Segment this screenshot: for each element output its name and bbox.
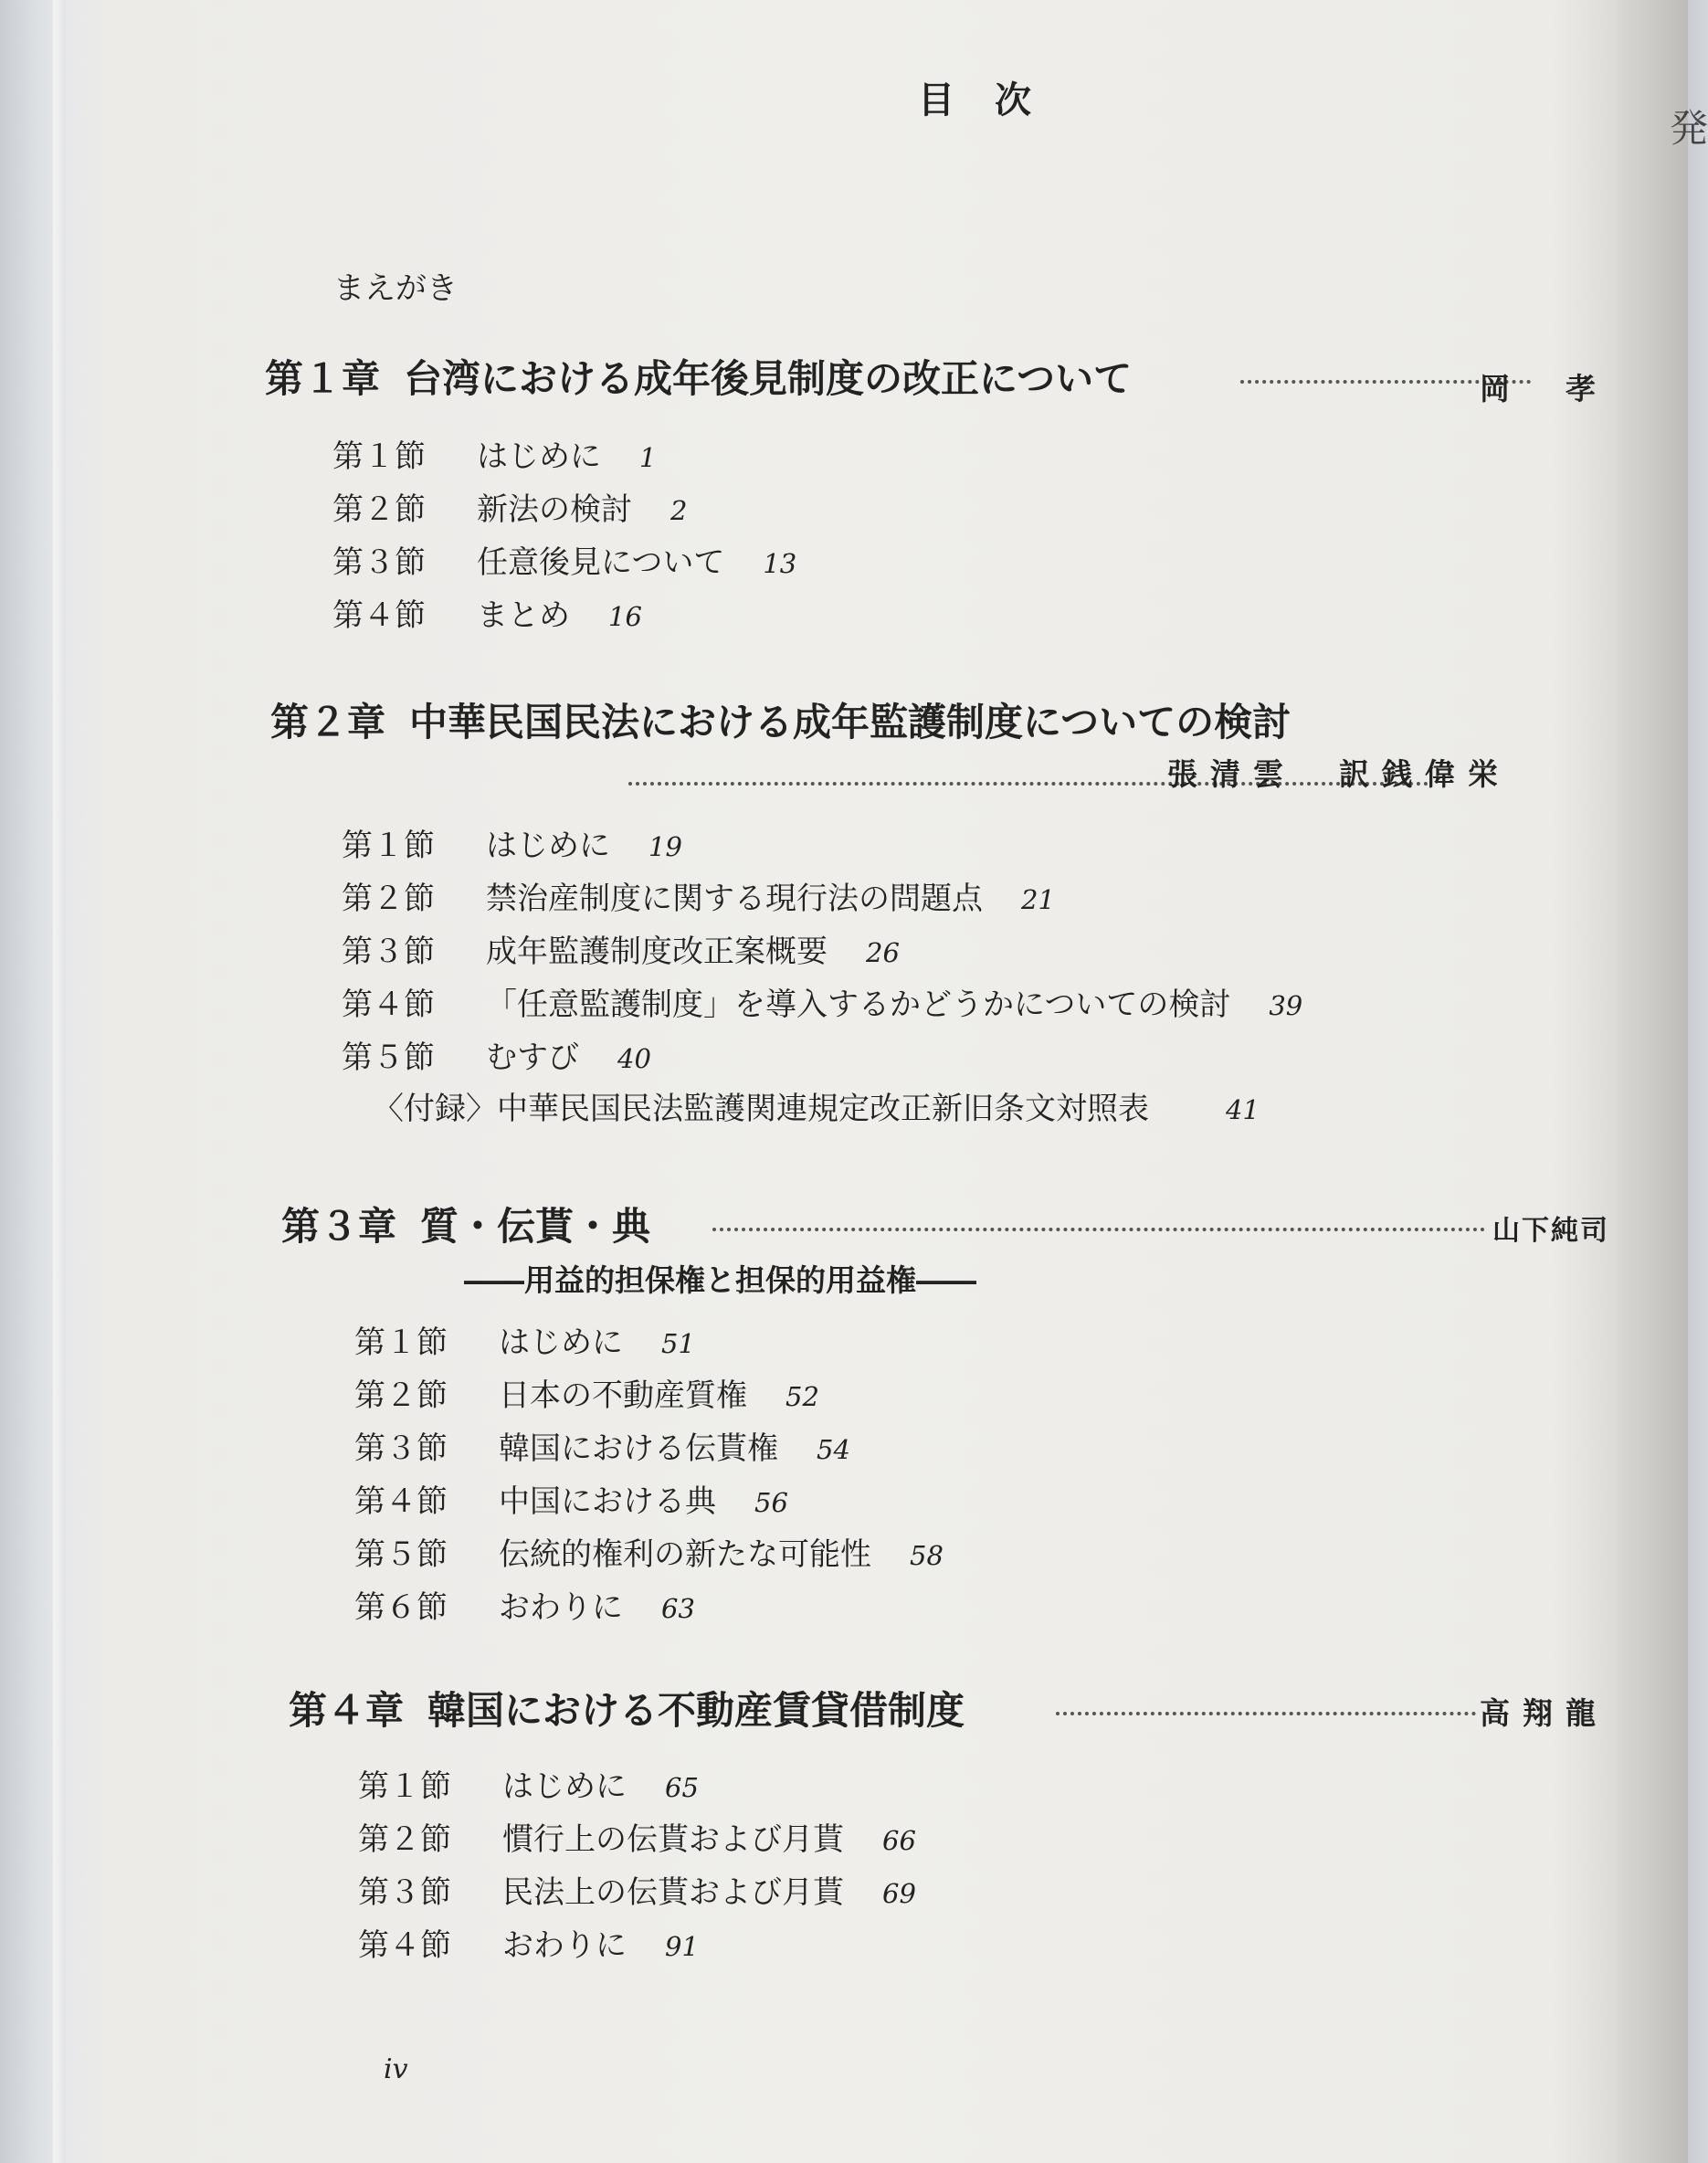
chapter-heading: 台湾における成年後見制度の改正について [404, 356, 1133, 401]
page-gutter [53, 0, 66, 2163]
section-label: 第２節 [354, 1377, 448, 1414]
chapter-author: 岡 孝 [1480, 371, 1608, 406]
section-label: 第２節 [342, 881, 435, 917]
section-label: 第４節 [358, 1927, 451, 1964]
section-item [342, 1032, 1302, 1085]
section-item [354, 1317, 944, 1370]
chapter-label: 第２章 [270, 700, 386, 744]
section-label: 第１節 [332, 438, 426, 475]
toc-title: 目次 [918, 79, 1071, 121]
section-item [332, 537, 796, 590]
section-page: 1 [639, 442, 657, 473]
section-title: はじめに [477, 438, 601, 475]
section-page: 56 [754, 1487, 788, 1518]
section-page: 63 [661, 1593, 695, 1624]
section-page: 26 [866, 937, 900, 968]
section-title: はじめに [486, 828, 610, 864]
section-title: 禁治産制度に関する現行法の問題点 [486, 881, 983, 917]
facing-page-fragment: 発 [1670, 106, 1708, 151]
section-item [332, 590, 796, 643]
section-page: 69 [882, 1878, 916, 1909]
section-page: 65 [665, 1772, 699, 1803]
section-title: むすび [486, 1039, 579, 1076]
section-page: 21 [1021, 884, 1055, 915]
section-title: 成年監護制度改正案概要 [486, 934, 828, 970]
section-title: 日本の不動産質権 [499, 1377, 747, 1414]
section-item [342, 820, 1302, 873]
section-item [332, 484, 796, 537]
foreword-entry: まえがき [333, 270, 458, 307]
chapter-subtitle: ――用益的担保権と担保的用益権―― [464, 1262, 976, 1298]
leader-dots [712, 1228, 1485, 1231]
section-title: 慣行上の伝貰および月貰 [502, 1821, 844, 1858]
section-title: 「任意監護制度」を導入するかどうかについての検討 [486, 987, 1231, 1023]
section-page: 66 [882, 1825, 916, 1856]
section-item [358, 1867, 916, 1920]
facing-page-edge [1617, 0, 1688, 2163]
section-label: 第３節 [332, 544, 426, 581]
section-item [342, 873, 1302, 926]
section-item [332, 431, 796, 484]
section-page: 16 [608, 601, 642, 632]
section-page: 2 [670, 495, 688, 526]
section-list [358, 1761, 916, 1973]
section-list [332, 431, 796, 643]
section-list [342, 820, 1302, 1085]
section-item [358, 1761, 916, 1814]
chapter-heading: 韓国における不動産賃貸借制度 [427, 1688, 965, 1733]
section-item [354, 1476, 944, 1529]
section-label: 第５節 [354, 1536, 448, 1573]
chapter-title [289, 1681, 965, 1736]
section-title: はじめに [502, 1768, 627, 1805]
chapter-author: 高翔龍 [1480, 1695, 1608, 1731]
section-title: まとめ [477, 597, 570, 634]
section-label: 第５節 [342, 1039, 435, 1076]
chapter-label: 第４章 [289, 1688, 405, 1733]
section-title: はじめに [499, 1324, 623, 1361]
chapter-title [281, 1197, 650, 1251]
section-label: 第４節 [354, 1483, 448, 1520]
section-page: 52 [785, 1381, 819, 1412]
appendix-title: 〈付録〉中華民国民法監護関連規定改正新旧条文対照表 [373, 1091, 1149, 1127]
section-title: おわりに [502, 1927, 627, 1964]
section-label: 第３節 [342, 934, 435, 970]
section-label: 第１節 [358, 1768, 451, 1805]
section-item [358, 1814, 916, 1867]
appendix-entry [373, 1083, 1260, 1128]
section-page: 54 [817, 1434, 850, 1465]
section-page: 40 [617, 1043, 651, 1074]
section-label: 第４節 [332, 597, 426, 634]
section-label: 第２節 [358, 1821, 451, 1858]
section-title: 新法の検討 [477, 491, 632, 528]
section-label: 第６節 [354, 1589, 448, 1626]
section-page: 51 [661, 1328, 695, 1359]
section-item [342, 926, 1302, 979]
chapter-heading: 中華民国民法における成年監護制度についての検討 [409, 700, 1292, 744]
section-page: 91 [665, 1931, 699, 1962]
section-item [354, 1529, 944, 1582]
section-page: 58 [910, 1540, 944, 1571]
section-label: 第１節 [354, 1324, 448, 1361]
section-item [354, 1423, 944, 1476]
section-page: 39 [1269, 990, 1303, 1021]
section-title: おわりに [499, 1589, 623, 1626]
section-label: 第１節 [342, 828, 435, 864]
leader-dots [1056, 1712, 1476, 1715]
section-list [354, 1317, 944, 1635]
chapter-heading: 質・伝貰・典 [420, 1204, 651, 1249]
section-label: 第４節 [342, 987, 435, 1023]
section-item [342, 979, 1302, 1032]
page-number: iv [384, 2053, 408, 2085]
chapter-title [265, 349, 1132, 404]
section-label: 第３節 [354, 1430, 448, 1467]
section-item [354, 1370, 944, 1423]
section-title: 中国における典 [499, 1483, 716, 1520]
section-item [358, 1920, 916, 1973]
chapter-author: 張清雲 訳銭偉栄 [1167, 756, 1511, 792]
section-page: 13 [763, 548, 797, 579]
section-title: 任意後見について [477, 544, 725, 581]
appendix-page: 41 [1226, 1094, 1260, 1125]
section-item [354, 1582, 944, 1635]
chapter-author: 山下純司 [1492, 1215, 1609, 1247]
section-title: 韓国における伝貰権 [499, 1430, 778, 1467]
section-title: 伝統的権利の新たな可能性 [499, 1536, 871, 1573]
section-label: 第２節 [332, 491, 426, 528]
section-page: 19 [648, 831, 682, 862]
chapter-title [270, 692, 1291, 747]
chapter-label: 第１章 [265, 356, 381, 401]
section-label: 第３節 [358, 1874, 451, 1911]
section-title: 民法上の伝貰および月貰 [502, 1874, 844, 1911]
chapter-label: 第３章 [281, 1204, 397, 1249]
